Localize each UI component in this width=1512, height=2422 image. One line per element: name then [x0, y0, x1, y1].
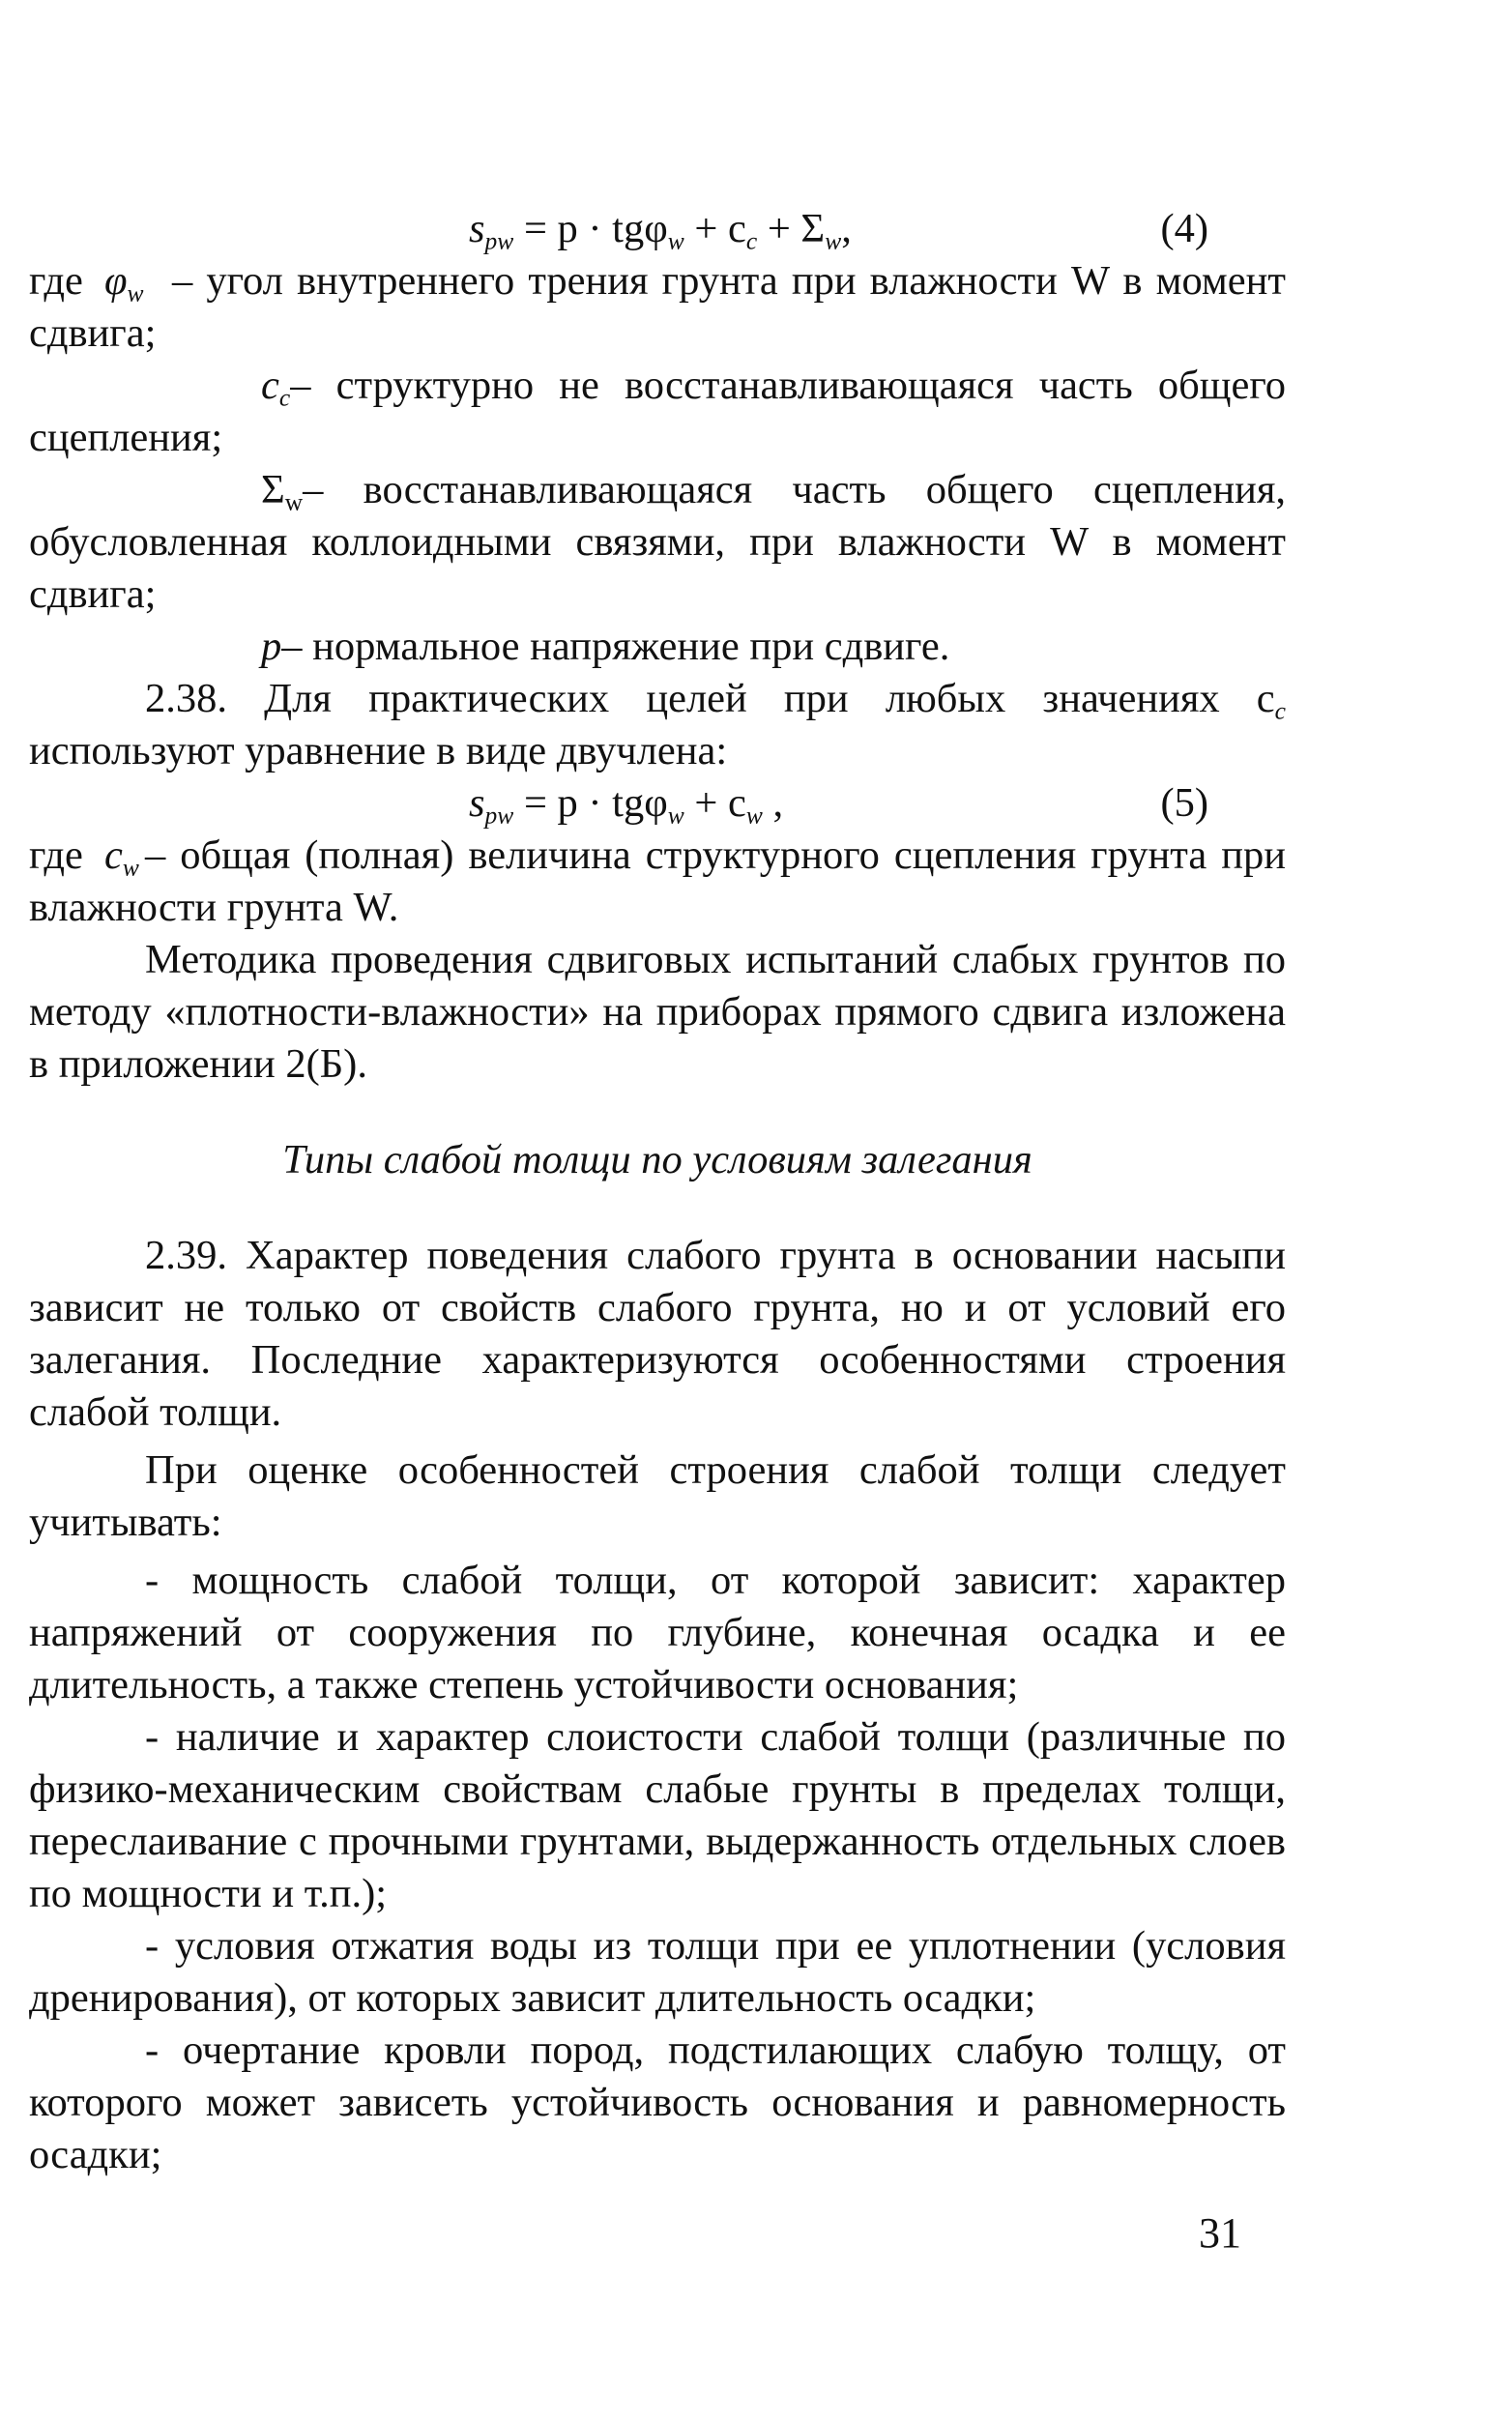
definition-c: $c_c-$ структурно не восстанавливающаяся часть общего сцепления;	[29, 363, 1286, 460]
equation-number-4: (4)	[1160, 206, 1208, 251]
definition-phi: где $\varphi_w$ – угол внутреннего трения грунта при влажности W в момент сдвига;	[29, 258, 1286, 356]
formula-4-line	[29, 203, 1286, 255]
page-number: 31	[1199, 2209, 1241, 2257]
page-content	[29, 203, 1286, 2181]
bullet-item: - очертание кровли пород, подстилающих слабую толщу, от которого может зависеть устойчивость основания и равномерность осадки;	[29, 2028, 1286, 2177]
formula-5-line	[29, 777, 1286, 830]
formula-4: $s_{pw} = p \cdot tg\varphi_w + c_c + \Sigma_w$,	[469, 206, 852, 255]
definition-cw: где $c_w$ – общая (полная) величина структурного сцепления грунта при влажности грунта W.	[29, 832, 1286, 930]
paragraph-method: Методика проведения сдвиговых испытаний слабых грунтов по методу «плотности-влажности» на приборах прямого сдвига изложена в приложении 2(Б).	[29, 937, 1286, 1087]
section-heading: Типы слабой толщи по условиям залегания	[282, 1137, 1032, 1182]
bullet-item: - мощность слабой толщи, от которой зависит: характер напряжений от сооружения по глубине, конечная осадка и ее длительность, а также степень устойчивости основания;	[29, 1558, 1286, 1707]
paragraph-2-39: 2.39. Характер поведения слабого грунта в основании насыпи зависит не только от свойств слабого грунта, но и от условий его залегания. Последние характеризуются особенностями строения слабой толщи.	[29, 1233, 1286, 1435]
bullet-item: - наличие и характер слоистости слабой толщи (различные по физико-механическим свойствам слабые грунты в пределах толщи, переслаивание с прочными грунтами, выдержанность отдельных слоев по мощности и т.п.);	[29, 1714, 1286, 1916]
formula-5: $s_{pw} = p \cdot tg\varphi_w + c_w$ ,	[469, 780, 784, 830]
bullet-item: - условия отжатия воды из толщи при ее уплотнении (условия дренирования), от которых зависит длительность осадки;	[29, 1923, 1286, 2021]
definition-sigma: $\Sigma_w-$ восстанавливающаяся часть общего сцепления, обусловленная коллоидными связями, при влажности W в момент сдвига;	[29, 467, 1286, 617]
equation-number-5: (5)	[1160, 780, 1208, 826]
definition-p: p– нормальное напряжение при сдвиге.	[261, 624, 950, 669]
paragraph-assessment: При оценке особенностей строения слабой толщи следует учитывать:	[29, 1447, 1286, 1545]
paragraph-2-38: 2.38. Для практических целей при любых значениях $c_c$ используют уравнение в виде двучлена:	[29, 676, 1286, 773]
